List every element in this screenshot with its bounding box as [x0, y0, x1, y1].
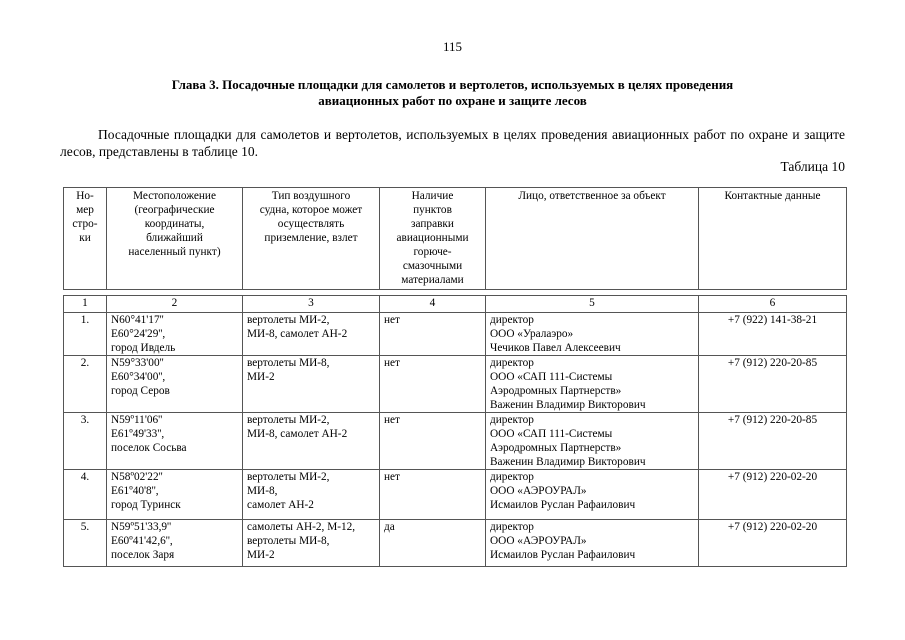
- location-cell: [107, 413, 243, 470]
- header-aircraft-type-line: осуществлять: [277, 218, 345, 230]
- header-fuel-line: заправки: [411, 218, 454, 230]
- person-line: Аэродромных Партнерств»: [490, 385, 622, 397]
- header-row-number-line: мер: [76, 204, 94, 216]
- header-fuel-line: горюче-: [413, 246, 452, 258]
- header-location-line: ближайший: [146, 232, 203, 244]
- aircraft-line: МИ-2: [247, 549, 275, 561]
- person-line: директор: [490, 521, 534, 533]
- aircraft-cell: [243, 520, 380, 567]
- fuel-cell: нет: [380, 313, 486, 356]
- person-line: ООО «Уралаэро»: [490, 328, 574, 340]
- aircraft-cell: [243, 313, 380, 356]
- location-line: E60°34'00'',: [111, 371, 166, 383]
- column-number-cell: 3: [243, 296, 380, 313]
- aircraft-line: МИ-8, самолет АН-2: [247, 428, 348, 440]
- table-row: [64, 520, 847, 567]
- person-line: ООО «САП 111-Системы: [490, 371, 613, 383]
- location-line: город Туринск: [111, 499, 181, 511]
- page-number: 115: [442, 39, 463, 54]
- chapter-title-line: авиационных работ по охране и защите лесов: [318, 93, 587, 108]
- column-number-cell: 1: [64, 296, 107, 313]
- fuel-cell: нет: [380, 470, 486, 520]
- table-header: [63, 187, 847, 290]
- table-caption: Таблица 10: [780, 159, 845, 174]
- fuel-cell: нет: [380, 413, 486, 470]
- contact-cell: +7 (922) 141-38-21: [699, 313, 847, 356]
- person-line: директор: [490, 314, 534, 326]
- location-line: поселок Заря: [111, 549, 175, 561]
- person-line: ООО «АЭРОУРАЛ»: [490, 535, 587, 547]
- column-number-cell: 5: [486, 296, 699, 313]
- header-location-line: (географические: [134, 204, 215, 216]
- location-cell: [107, 356, 243, 413]
- responsible-person-cell: [486, 356, 699, 413]
- row-number-cell: 5.: [64, 520, 107, 567]
- aircraft-line: вертолеты МИ-2,: [247, 471, 330, 483]
- location-line: поселок Сосьва: [111, 442, 187, 454]
- person-line: ООО «АЭРОУРАЛ»: [490, 485, 587, 497]
- responsible-person-cell: [486, 520, 699, 567]
- aircraft-line: вертолеты МИ-8,: [247, 535, 330, 547]
- header-responsible-person: [486, 188, 699, 290]
- header-fuel-line: смазочными: [402, 260, 463, 272]
- aircraft-line: вертолеты МИ-8,: [247, 357, 330, 369]
- location-cell: [107, 470, 243, 520]
- header-location-line: Местоположение: [133, 190, 216, 202]
- header-contacts: [699, 188, 847, 290]
- contact-cell: +7 (912) 220-20-85: [699, 356, 847, 413]
- person-line: Важенин Владимир Викторович: [490, 399, 646, 411]
- header-fuel: [380, 188, 486, 290]
- header-aircraft-type-line: приземление, взлет: [264, 232, 358, 244]
- contact-cell: +7 (912) 220-20-85: [699, 413, 847, 470]
- chapter-title: [60, 77, 845, 109]
- contact-cell: +7 (912) 220-02-20: [699, 520, 847, 567]
- column-number-cell: 2: [107, 296, 243, 313]
- header-location-line: координаты,: [144, 218, 205, 230]
- aircraft-cell: [243, 470, 380, 520]
- fuel-cell: нет: [380, 356, 486, 413]
- aircraft-line: вертолеты МИ-2,: [247, 414, 330, 426]
- intro-paragraph: Посадочные площадки для самолетов и вертолетов, используемых в целях проведения авиационных работ по охране и защите лесов, представлены в таблице 10.: [60, 127, 845, 159]
- column-number-cell: 4: [380, 296, 486, 313]
- person-line: директор: [490, 471, 534, 483]
- person-line: директор: [490, 414, 534, 426]
- aircraft-line: МИ-8,: [247, 485, 278, 497]
- aircraft-line: самолет АН-2: [247, 499, 314, 511]
- row-number-cell: 1.: [64, 313, 107, 356]
- location-line: N59º11'06'': [111, 414, 163, 426]
- location-line: N59°33'00'': [111, 357, 164, 369]
- row-number-cell: 2.: [64, 356, 107, 413]
- header-location-line: населенный пункт): [128, 246, 221, 258]
- aircraft-line: МИ-2: [247, 371, 275, 383]
- responsible-person-cell: [486, 413, 699, 470]
- person-line: Исмаилов Руслан Рафаилович: [490, 549, 636, 561]
- table-row: [64, 470, 847, 520]
- person-line: ООО «САП 111-Системы: [490, 428, 613, 440]
- header-row-number-line: стро-: [72, 218, 98, 230]
- data-table: [63, 295, 847, 567]
- responsible-person-cell: [486, 470, 699, 520]
- location-line: N60°41'17'': [111, 314, 164, 326]
- row-number-cell: 3.: [64, 413, 107, 470]
- aircraft-line: самолеты АН-2, М-12,: [247, 521, 356, 533]
- header-row-number-line: ки: [79, 232, 91, 244]
- location-cell: [107, 520, 243, 567]
- person-line: Аэродромных Партнерств»: [490, 442, 622, 454]
- row-number-cell: 4.: [64, 470, 107, 520]
- header-fuel-line: пунктов: [413, 204, 452, 216]
- fuel-cell: да: [380, 520, 486, 567]
- table-row: [64, 413, 847, 470]
- aircraft-cell: [243, 356, 380, 413]
- header-aircraft-type-line: Тип воздушного: [271, 190, 351, 202]
- location-line: N58º02'22'': [111, 471, 163, 483]
- table-row: [64, 313, 847, 356]
- header-contacts-line: Контактные данные: [724, 190, 821, 202]
- header-aircraft-type-line: судна, которое может: [259, 204, 363, 216]
- person-line: Чечиков Павел Алексеевич: [490, 342, 621, 354]
- location-line: E61º40'8'',: [111, 485, 159, 497]
- aircraft-line: вертолеты МИ-2,: [247, 314, 330, 326]
- person-line: Важенин Владимир Викторович: [490, 456, 646, 468]
- location-line: E60°24'29'',: [111, 328, 166, 340]
- chapter-title-line: Глава 3. Посадочные площадки для самолетов и вертолетов, используемых в целях проведения: [171, 77, 734, 92]
- column-number-row: [64, 296, 847, 313]
- location-line: город Ивдель: [111, 342, 176, 354]
- header-responsible-person-line: Лицо, ответственное за объект: [518, 190, 666, 202]
- location-line: город Серов: [111, 385, 170, 397]
- header-fuel-line: Наличие: [411, 190, 454, 202]
- header-fuel-line: материалами: [401, 274, 464, 286]
- header-row-number: [64, 188, 107, 290]
- location-cell: [107, 313, 243, 356]
- location-line: N59º51'33,9'': [111, 521, 172, 533]
- aircraft-cell: [243, 413, 380, 470]
- responsible-person-cell: [486, 313, 699, 356]
- contact-cell: +7 (912) 220-02-20: [699, 470, 847, 520]
- person-line: Исмаилов Руслан Рафаилович: [490, 499, 636, 511]
- location-line: E61º49'33'',: [111, 428, 165, 440]
- aircraft-line: МИ-8, самолет АН-2: [247, 328, 348, 340]
- header-aircraft-type: [243, 188, 380, 290]
- table-row: [64, 356, 847, 413]
- column-number-cell: 6: [699, 296, 847, 313]
- header-fuel-line: авиационными: [396, 232, 469, 244]
- header-location: [107, 188, 243, 290]
- location-line: E60º41'42,6'',: [111, 535, 173, 547]
- person-line: директор: [490, 357, 534, 369]
- header-row-number-line: Но-: [76, 190, 94, 202]
